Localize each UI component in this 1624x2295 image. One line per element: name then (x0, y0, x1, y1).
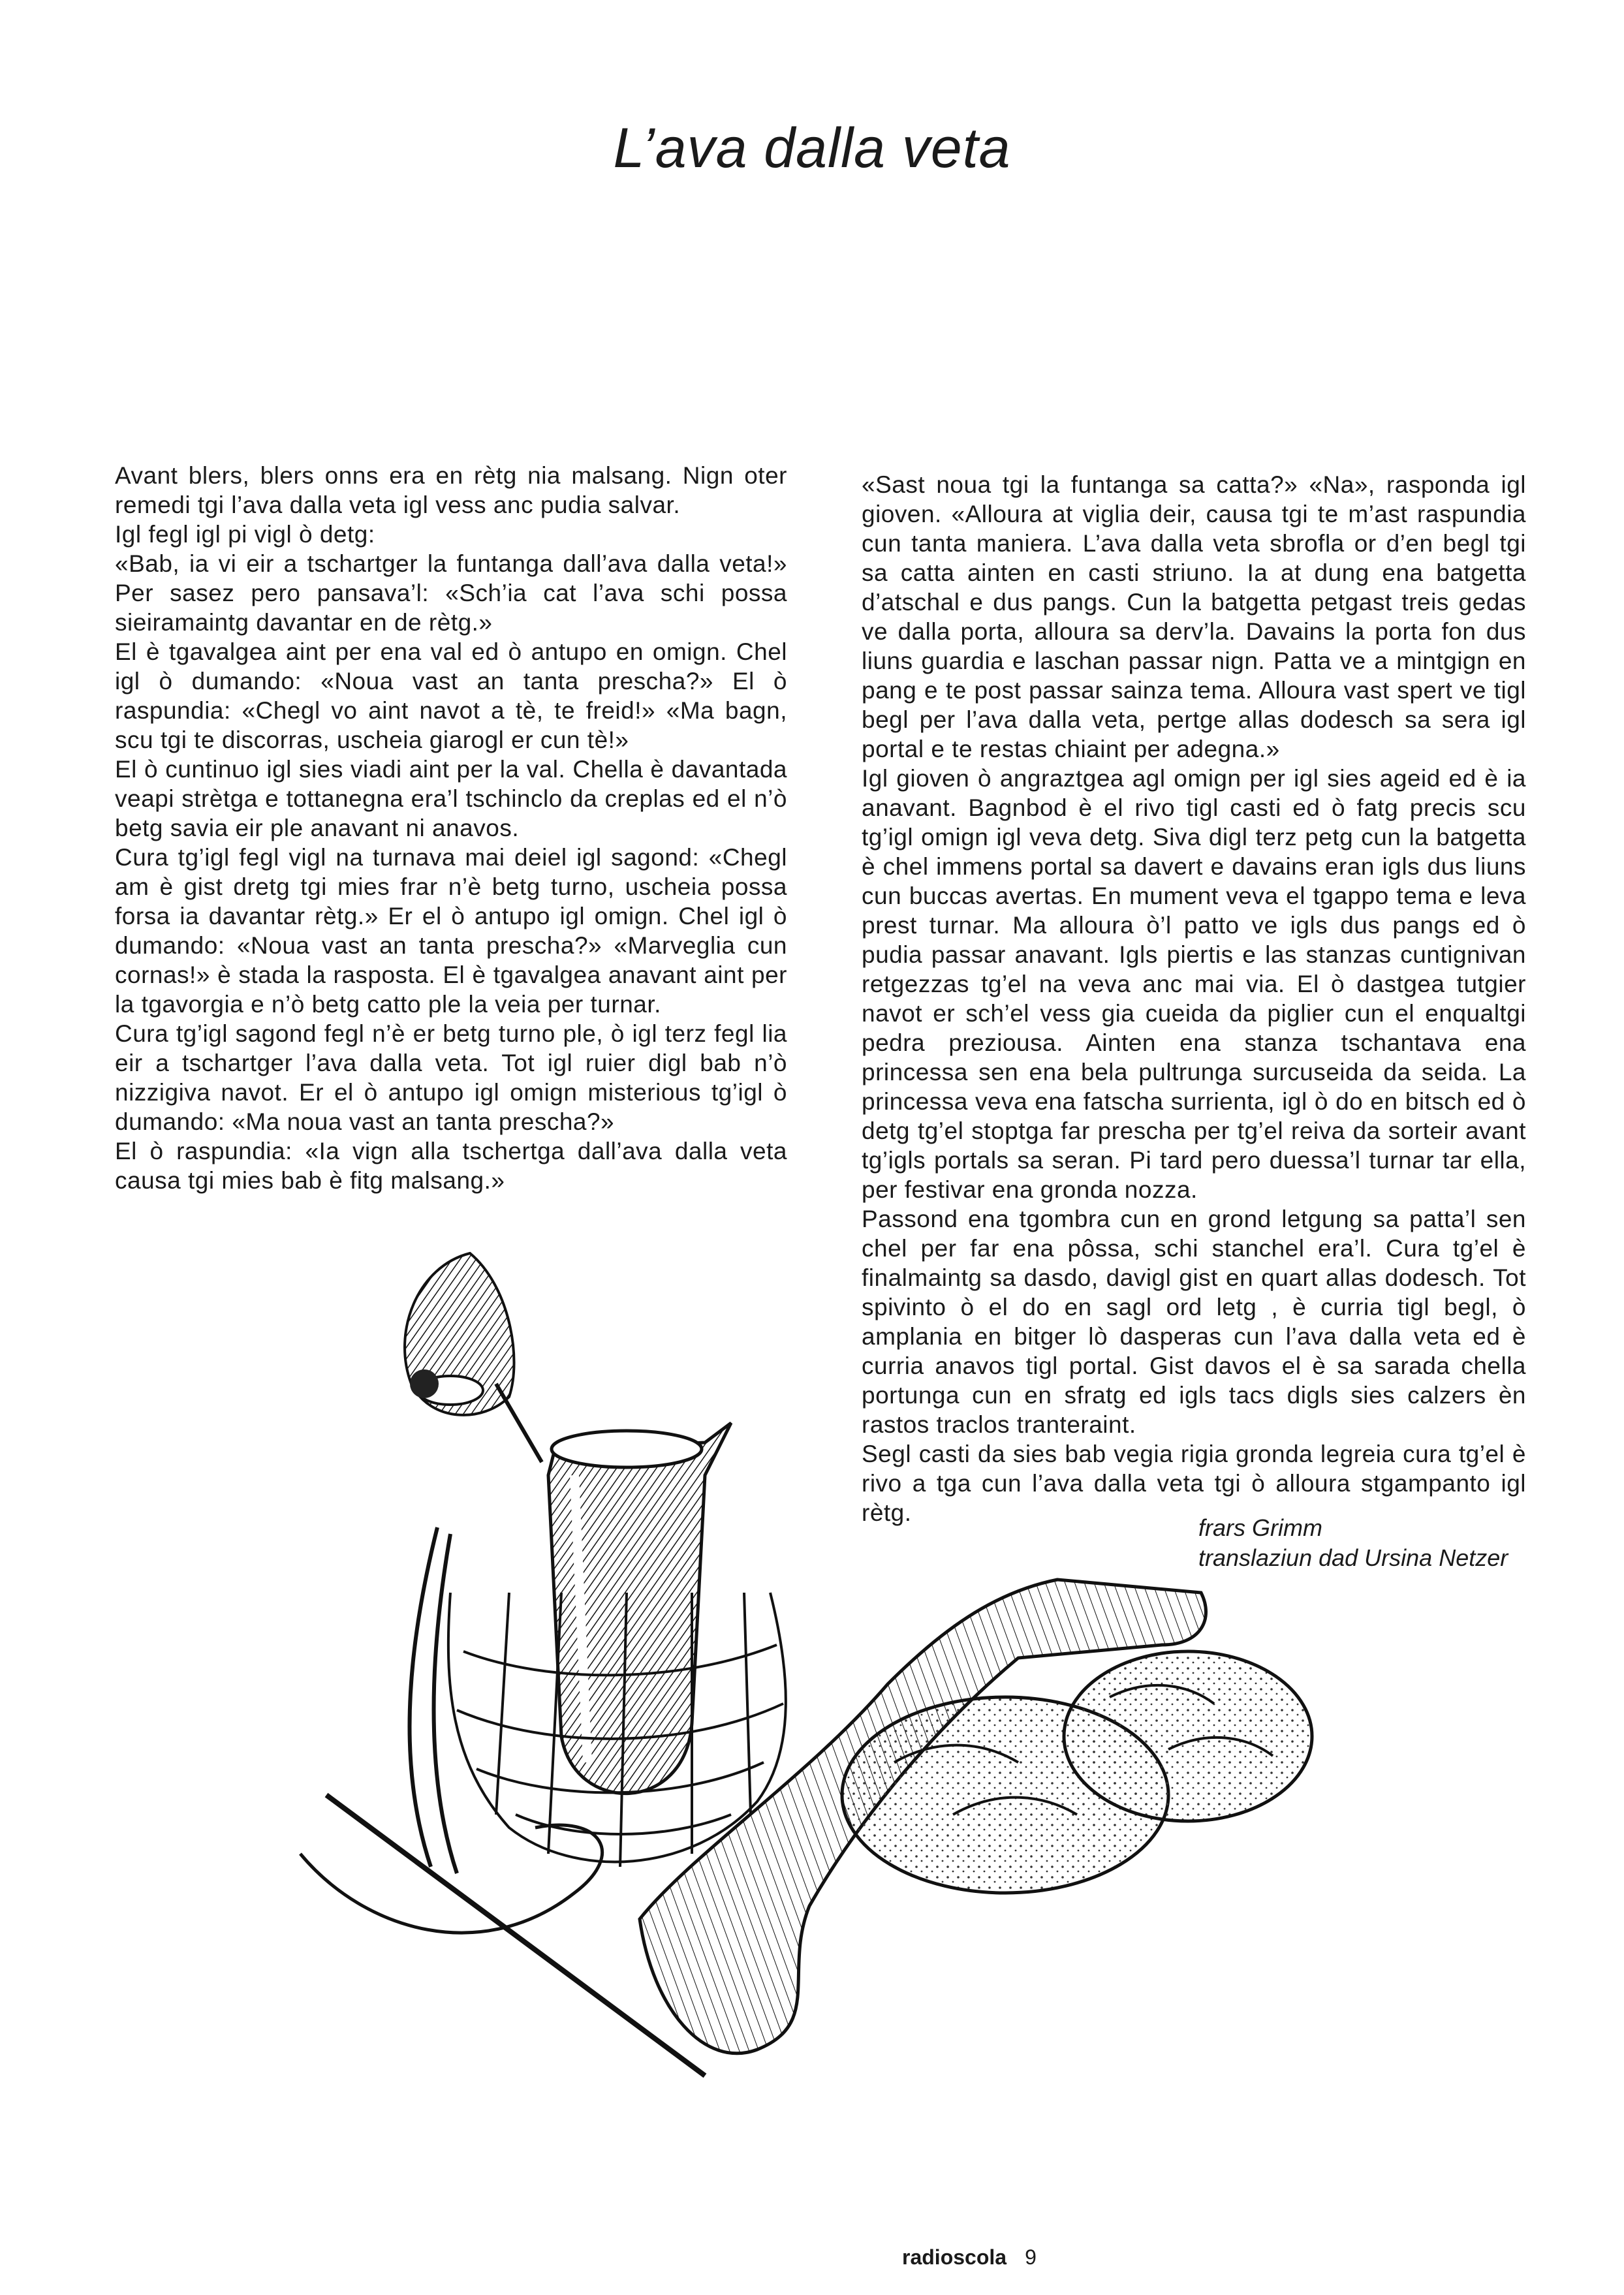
paragraph: El è tgavalgea aint per ena val ed ò antupo en omign. Chel igl ò dumando: «Noua vast an tanta prescha?» El ò raspundia: «Chegl vo aint navot a tè, te freid!» «Ma bagn, scu tgi te discorras, uscheia giarogl er cun tè!» (115, 638, 787, 753)
page-footer (902, 2245, 1037, 2270)
paragraph: Igl fegl igl pi vigl ò detg: (115, 521, 375, 548)
paragraph: «Sast noua tgi la funtanga sa catta?» «Na», rasponda igl gioven. «Alloura at viglia deir, causa tgi te m’ast raspundia cun tanta maniera. L’ava dalla veta sbrofla or d’en begl tgi sa catta ainten en casti striuno. Ia at dung ena batgetta d’atschal e dus pangs. Cun la batgetta petgast treis gedas ve dalla porta, alloura sa derv’la. Davains la porta fon dus liuns guardia e laschan passar nign. Patta ve a mintgign en pang e te post passar sainza tema. Alloura vast spert ve tigl begl per l’ava dalla veta, pertge allas dodesch sa sera igl portal e te restas chiaint per adegna.» (862, 471, 1526, 762)
paragraph: «Bab, ia vi eir a tschartger la funtanga dall’ava dalla veta!» Per sasez pero pansava’l: «Sch’ia cat l’ava schi possa sieiramaintg davantar en de rètg.» (115, 550, 787, 636)
left-text-column (115, 461, 787, 1195)
page-number: 9 (1025, 2245, 1037, 2269)
credit-translator: translaziun dad Ursina Netzer (1198, 1544, 1508, 1571)
credit-author: frars Grimm (1198, 1514, 1322, 1541)
publication-name: radioscola (902, 2245, 1007, 2269)
paragraph: Passond ena tgombra cun en grond letgung sa patta’l sen chel per far ena pôssa, schi stanchel era’l. Cura tg’el è finalmaintg sa dasdo, davigl gist en quart allas dodesch. Tot spivinto ò el do en sagl ord letg , è curria tigl begl, ò amplania en bitger lò dasperas cun l’ava dalla veta ed è curria anavos tigl portal. Gist davos el è sa sarada chella portunga cun en sfratg ed igls tacs digls sies calzers èn rastos traclos tranteraint. (862, 1206, 1526, 1438)
paragraph: Avant blers, blers onns era en rètg nia malsang. Nign oter remedi tgi l’ava dalla veta igl vess anc pudia salvar. (115, 462, 787, 518)
article-title: L’ava dalla veta (613, 117, 1011, 180)
paragraph: El ò cuntinuo igl sies viadi aint per la val. Chella è davantada veapi strètga e tottanegna era’l tschinclo da creplas ed el n’ò betg savia eir ple anavant ni anavos. (115, 756, 787, 841)
jug-lid (405, 1253, 542, 1462)
still-life-illustration (235, 1227, 1345, 2141)
paragraph: El ò raspundia: «Ia vign alla tschertga dall’ava dalla veta causa tgi mies bab è fitg malsang.» (115, 1138, 787, 1194)
paragraph: Igl gioven ò angraztgea agl omign per igl sies ageid ed è ia anavant. Bagnbod è el rivo tigl casti ed ò fatg precis scu tg’igl omign igl veva detg. Siva digl terz petg cun la batgetta è chel immens portal sa davert e davains eran igls dus liuns cun buccas avertas. En mument veva el tgappo tema e leva prest turnar. Ma alloura ò’l patto ve igls dus pangs ed ò pudia passar anavant. Igls piertis e las stanzas cuntignivan retgezzas tg’el na veva anc mai via. El ò dastgea tutgier navot er sch’el vess gia cueida da piglier cun el enqualtgi pedra preziousa. Ainten ena stanza tschantava ena princessa sen ena bela pultrunga surcuseida da seida. La princessa veva ena fatscha surrienta, igl ò do en bitsch ed ò detg tg’el stoptga far prescha per tg’el reiva da sorteir avant tg’igls portals sa seran. Pi tard pero duessa’l turnar tar ella, per festivar ena gronda nozza. (862, 765, 1526, 1203)
paragraph: Cura tg’igl fegl vigl na turnava mai deiel igl sagond: «Chegl am è gist dretg tgi mies frar n’è betg turno, uscheia possa forsa ia davantar rètg.» Er el ò antupo igl omign. Chel igl ò dumando: «Noua vast an tanta prescha?» «Marveglia cun cornas!» è stada la rasposta. El è tgavalgea anavant aint per la tgavorgia e n’ò betg catto ple la veia per turnar. (115, 844, 787, 1018)
paragraph: Segl casti da sies bab vegia rigia gronda legreia cura tg’el è rivo a tga cun l’ava dalla veta tgi ò alloura stgampanto igl rètg. (862, 1441, 1526, 1526)
paragraph: Cura tg’igl sagond fegl n’è er betg turno ple, ò igl terz fegl lia eir a tschartger l’ava dalla veta. Tot igl ruier digl bab n’ò nizzigiva navot. Er el ò antupo igl omign misterious tg’igl ò dumando: «Ma noua vast an tanta prescha?» (115, 1020, 787, 1135)
